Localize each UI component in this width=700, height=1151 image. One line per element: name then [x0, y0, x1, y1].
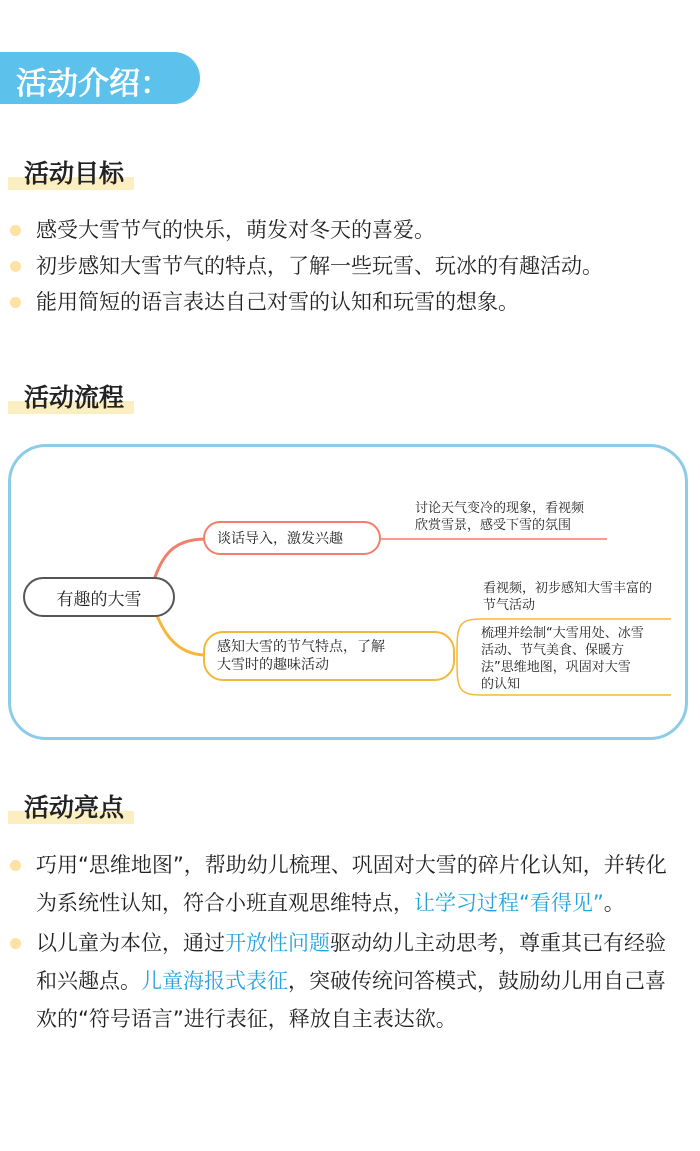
highlights-list — [10, 846, 686, 1038]
process-heading — [14, 378, 124, 414]
goals-heading — [14, 154, 124, 190]
list-item-text: ，突破传统问答模式，鼓励幼儿用自己喜欢的“符号语言”进行表征，释放自主表达欲。 — [36, 969, 666, 1031]
list-item-text: 以儿童为本位，通过 — [36, 931, 225, 955]
list-item — [10, 248, 696, 284]
highlights-heading — [14, 788, 124, 824]
highlight-text: 儿童海报式表征 — [141, 969, 288, 993]
branch-label: 谈话导入，激发兴趣 — [217, 531, 343, 547]
list-item — [10, 284, 696, 320]
bullet-dot-icon — [10, 297, 21, 308]
list-item-text: 能用简短的语言表达自己对雪的认知和玩雪的想象。 — [36, 290, 519, 314]
mind-map-leaf-draw: 梳理并绘制“大雪用处、冰雪 活动、节气美食、保暖方 法”思维地图，巩固对大雪 的认知 — [481, 626, 644, 692]
mind-map-root-label: 有趣的大雪 — [56, 589, 142, 610]
mind-map — [8, 444, 688, 740]
intro-banner — [0, 52, 200, 104]
bullet-dot-icon — [10, 938, 21, 949]
list-item-text: 巧用“思维地图”，帮助幼儿梳理、巩固对大雪的碎片化认知，并转化为系统性认知，符合小班直观思维特点， — [36, 853, 667, 915]
list-item-text: 初步感知大雪节气的特点，了解一些玩雪、玩冰的有趣活动。 — [36, 254, 603, 278]
mind-map-branch-intro — [203, 521, 381, 555]
list-item — [10, 212, 696, 248]
mind-map-root — [23, 577, 175, 617]
goals-list — [10, 212, 696, 320]
list-item-text: 驱动幼儿主动思考，尊重其已有经验和兴趣点。 — [36, 931, 666, 993]
mind-map-branch-features — [203, 631, 455, 681]
mind-map-leaf-intro: 讨论天气变冷的现象，看视频 欣赏雪景，感受下雪的氛围 — [415, 501, 585, 533]
list-item — [10, 924, 686, 1038]
list-item-text: 感受大雪节气的快乐，萌发对冬天的喜爱。 — [36, 218, 435, 242]
bullet-dot-icon — [10, 261, 21, 272]
process-heading-text: 活动流程 — [24, 383, 125, 412]
list-item — [10, 846, 686, 922]
highlight-text: 开放性问题 — [225, 931, 330, 955]
bullet-dot-icon — [10, 225, 21, 236]
branch-label: 感知大雪的节气特点，了解 大雪时的趣味活动 — [217, 639, 385, 673]
goals-heading-text: 活动目标 — [24, 159, 125, 188]
highlights-heading-text: 活动亮点 — [24, 793, 125, 822]
mind-map-leaf-video: 看视频，初步感知大雪丰富的 节气活动 — [483, 581, 653, 613]
highlight-text: 让学习过程“看得见” — [414, 891, 604, 915]
list-item-text: 。 — [603, 891, 625, 915]
intro-banner-title: 活动介绍： — [16, 66, 171, 102]
bullet-dot-icon — [10, 860, 21, 871]
